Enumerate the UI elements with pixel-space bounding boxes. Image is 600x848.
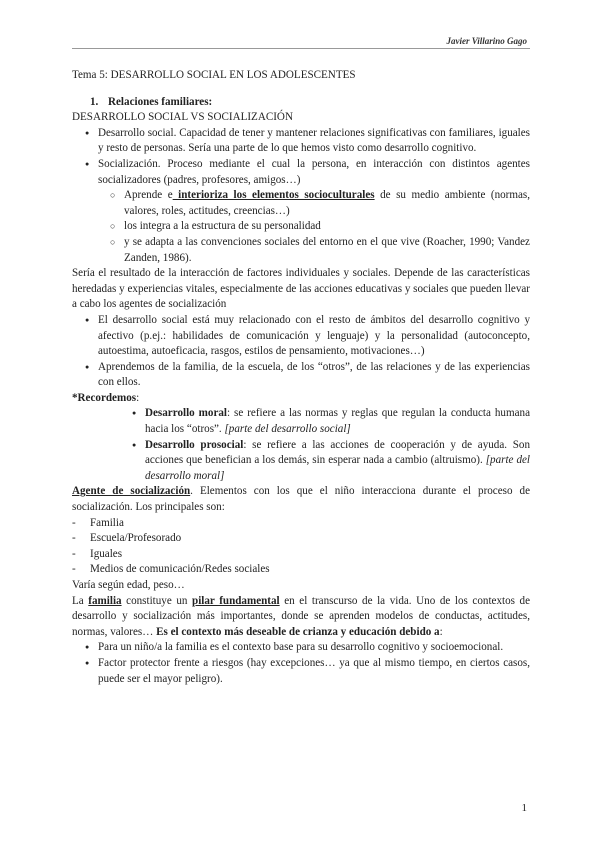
sub-list-item bbox=[124, 188, 530, 219]
list-item: ● El desarrollo social está muy relacionado con el resto de ámbitos del desarrollo cognitivo y afectivo (p.ej.: habilidades de comunicación y lenguaje) y la personalidad (autoconcepto, autoestima, autoeficacia, rasgos, estilos de pensamiento, motivaciones…) bbox=[98, 313, 530, 360]
bold-text: *Recordemos bbox=[72, 391, 137, 404]
header-rule bbox=[72, 48, 530, 49]
page-title: Tema 5: DESARROLLO SOCIAL EN LOS ADOLESCENTES bbox=[72, 69, 356, 81]
paragraph: Varía según edad, peso… bbox=[72, 579, 185, 591]
list-item bbox=[98, 157, 530, 266]
text: de su medio ambiente (normas, valores, roles, actitudes, creencias…) bbox=[124, 189, 531, 217]
bullet-list bbox=[72, 313, 530, 391]
reminder-list bbox=[72, 406, 530, 484]
paragraph bbox=[72, 484, 530, 515]
italic-text: [parte del desarrollo moral] bbox=[145, 454, 531, 482]
agents-list bbox=[72, 516, 530, 578]
text: : se refiere a las acciones de cooperación y de ayuda. Son acciones que benefician a los demás, sin esperar nada a cambio (altruismo). bbox=[145, 438, 530, 467]
list-item bbox=[145, 406, 530, 437]
bullet-list bbox=[72, 640, 530, 687]
bold-text: Desarrollo prosocial bbox=[145, 438, 244, 451]
list-item: - Medios de comunicación/Redes sociales bbox=[90, 562, 530, 578]
text: Aprende e bbox=[124, 189, 173, 202]
text: : bbox=[439, 625, 443, 638]
italic-text: [parte del desarrollo social] bbox=[224, 423, 351, 436]
sub-list bbox=[98, 188, 530, 266]
text: en el transcurso de la vida. Uno de los contextos de desarrollo y socialización más importantes, donde se aprenden modelos de conductas, actitudes, normas, valores… bbox=[72, 594, 530, 638]
text: La bbox=[72, 594, 89, 607]
list-item: - Familia bbox=[90, 516, 530, 532]
paragraph: Sería el resultado de la interacción de factores individuales y sociales. Depende de las características heredadas y experiencias vitales, especialmente de las acciones educativas y sociales que pueden llevar a cabo los agentes de socialización bbox=[72, 267, 530, 311]
text: : se refiere a las normas y reglas que regulan la conducta humana hacia los “otros”. bbox=[145, 407, 530, 436]
recordemos-label: *Recordemos: bbox=[72, 391, 140, 404]
sub-list-item: ○ y se adapta a las convenciones sociales del entorno en el que vive (Roacher, 1990; Vandez Zanden, 1986). bbox=[124, 235, 530, 266]
subheading: DESARROLLO SOCIAL VS SOCIALIZACIÓN bbox=[72, 111, 293, 124]
document-body bbox=[72, 68, 530, 687]
bold-text: Desarrollo moral bbox=[145, 407, 227, 420]
page-number: 1 bbox=[521, 802, 527, 814]
list-item bbox=[145, 438, 530, 485]
list-item: ● Factor protector frente a riesgos (hay excepciones… ya que al mismo tiempo, en ciertos casos, puede ser el mayor peligro). bbox=[98, 656, 530, 687]
bold-underlined-text: interioriza los elementos socioculturales bbox=[172, 189, 375, 202]
section-title: Relaciones familiares: bbox=[108, 95, 213, 108]
text: constituye un bbox=[121, 594, 193, 607]
bold-underlined-text: Agente de socialización bbox=[72, 485, 191, 498]
section-number: 1. bbox=[90, 95, 99, 108]
bold-underlined-text: familia bbox=[88, 594, 122, 607]
text: . Elementos con los que el niño interacciona durante el proceso de socialización. Los principales son: bbox=[72, 485, 530, 514]
list-item: ● Aprendemos de la familia, de la escuela, de los “otros”, de las relaciones y de las experiencias con ellos. bbox=[98, 360, 530, 391]
list-item: ● Desarrollo social. Capacidad de tener y mantener relaciones significativas con familiares, iguales y resto de personas. Sería una parte de lo que hemos visto como desarrollo cognitivo. bbox=[98, 126, 530, 157]
list-item: - Escuela/Profesorado bbox=[90, 531, 530, 547]
section-heading bbox=[72, 95, 530, 111]
list-item: - Iguales bbox=[90, 547, 530, 563]
bold-underlined-text: pilar fundamental bbox=[192, 594, 280, 607]
list-item: ● Para un niño/a la familia es el contexto base para su desarrollo cognitivo y socioemocional. bbox=[98, 640, 530, 656]
header-author: Javier Villarino Gago bbox=[446, 36, 527, 46]
bullet-text: Socialización. Proceso mediante el cual la persona, en interacción con distintos agentes socializadores (padres, profesores, amigos…) bbox=[98, 157, 530, 186]
sub-list-item: ○ los integra a la estructura de su personalidad bbox=[124, 219, 530, 235]
bold-text: Es el contexto más deseable de crianza y educación debido a bbox=[156, 625, 440, 638]
bullet-list bbox=[72, 126, 530, 266]
paragraph bbox=[72, 594, 530, 641]
